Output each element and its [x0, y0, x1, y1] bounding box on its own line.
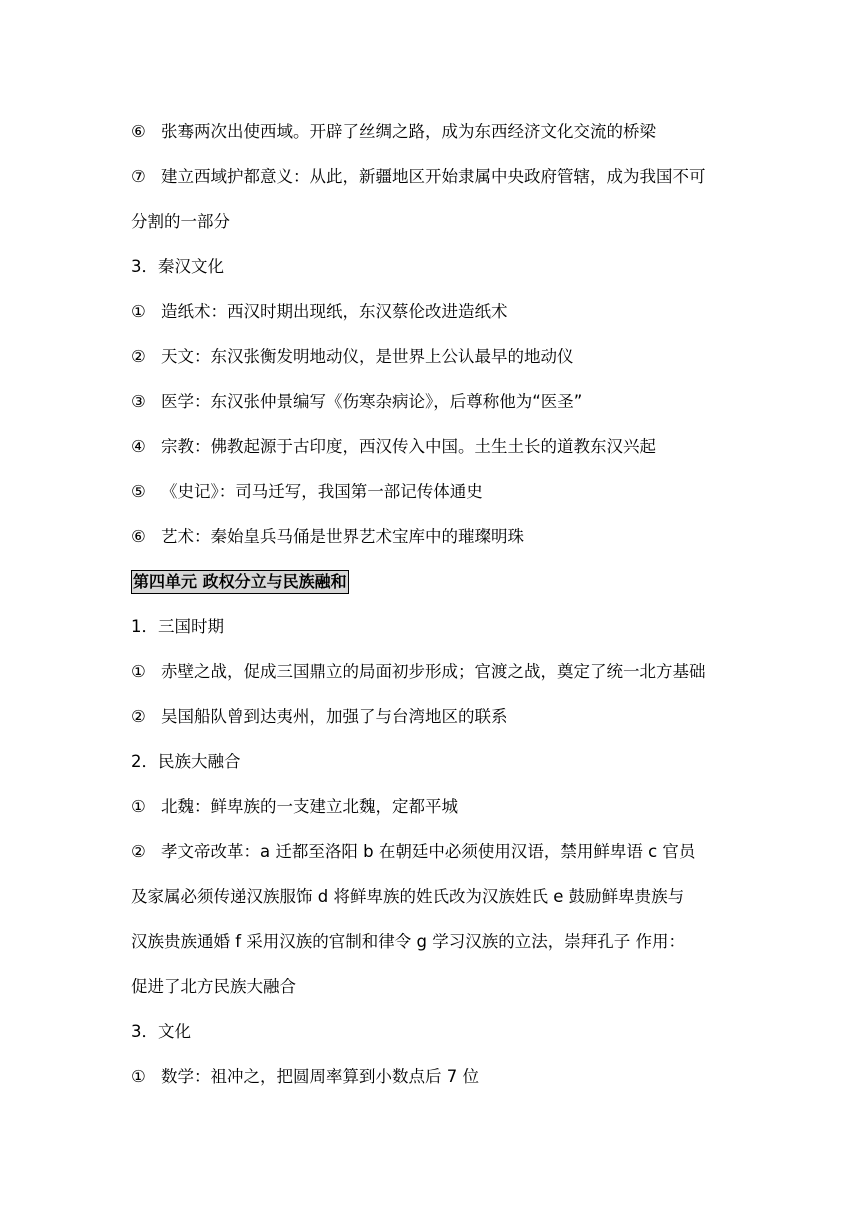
list-item [131, 289, 731, 334]
unit-heading: 第四单元 政权分立与民族融和 [131, 570, 349, 594]
item-number: ② [131, 347, 146, 366]
item-text: 《史记》：司马迁写，我国第一部记传体通史 [161, 482, 483, 501]
item-text: 吴国船队曾到达夷州，加强了与台湾地区的联系 [161, 707, 508, 726]
list-item [131, 514, 731, 559]
item-number: ④ [131, 437, 146, 456]
item-text: 北魏：鲜卑族的一支建立北魏，定都平城 [161, 797, 458, 816]
item-number: ① [131, 662, 146, 681]
item-text: 数学：祖冲之，把圆周率算到小数点后 7 位 [161, 1067, 479, 1086]
unit-heading-row [131, 559, 731, 604]
list-item [131, 829, 731, 874]
item-text: 造纸术：西汉时期出现纸，东汉蔡伦改进造纸术 [161, 302, 508, 321]
item-number: ② [131, 707, 146, 726]
section-title: 2．民族大融合 [131, 752, 241, 771]
item-number: ⑥ [131, 122, 146, 141]
section-title: 3．秦汉文化 [131, 257, 224, 276]
list-item [131, 109, 731, 154]
item-text: 张骞两次出使西域。开辟了丝绸之路，成为东西经济文化交流的桥梁 [161, 122, 656, 141]
item-text: 宗教：佛教起源于古印度，西汉传入中国。土生土长的道教东汉兴起 [161, 437, 656, 456]
item-text: 赤壁之战，促成三国鼎立的局面初步形成；官渡之战，奠定了统一北方基础 [161, 662, 706, 681]
item-text: 孝文帝改革：a 迁都至洛阳 b 在朝廷中必须使用汉语，禁用鲜卑语 c 官员 [161, 842, 696, 861]
item-number: ③ [131, 392, 146, 411]
paragraph-line: 分割的一部分 [131, 212, 230, 231]
item-text: 医学：东汉张仲景编写《伤寒杂病论》，后尊称他为“医圣” [161, 392, 583, 411]
item-text: 天文：东汉张衡发明地动仪，是世界上公认最早的地动仪 [161, 347, 574, 366]
list-item [131, 154, 731, 199]
list-item [131, 379, 731, 424]
item-number: ⑦ [131, 167, 146, 186]
section-title: 3．文化 [131, 1022, 191, 1041]
list-item [131, 649, 731, 694]
item-number: ① [131, 1067, 146, 1086]
item-text: 艺术：秦始皇兵马俑是世界艺术宝库中的璀璨明珠 [161, 527, 524, 546]
document-body [131, 109, 731, 1099]
list-item [131, 424, 731, 469]
list-item [131, 694, 731, 739]
paragraph-line: 及家属必须传递汉族服饰 d 将鲜卑族的姓氏改为汉族姓氏 e 鼓励鲜卑贵族与 [131, 887, 685, 906]
item-number: ① [131, 302, 146, 321]
list-item [131, 1054, 731, 1099]
item-number: ⑥ [131, 527, 146, 546]
section-title: 1．三国时期 [131, 617, 224, 636]
list-item [131, 334, 731, 379]
item-number: ② [131, 842, 146, 861]
list-item [131, 469, 731, 514]
paragraph-line: 促进了北方民族大融合 [131, 977, 296, 996]
list-item [131, 784, 731, 829]
item-text: 建立西域护都意义：从此，新疆地区开始隶属中央政府管辖，成为我国不可 [161, 167, 706, 186]
item-number: ⑤ [131, 482, 146, 501]
item-number: ① [131, 797, 146, 816]
paragraph-line: 汉族贵族通婚 f 采用汉族的官制和律令 g 学习汉族的立法，崇拜孔子 作用： [131, 932, 686, 951]
